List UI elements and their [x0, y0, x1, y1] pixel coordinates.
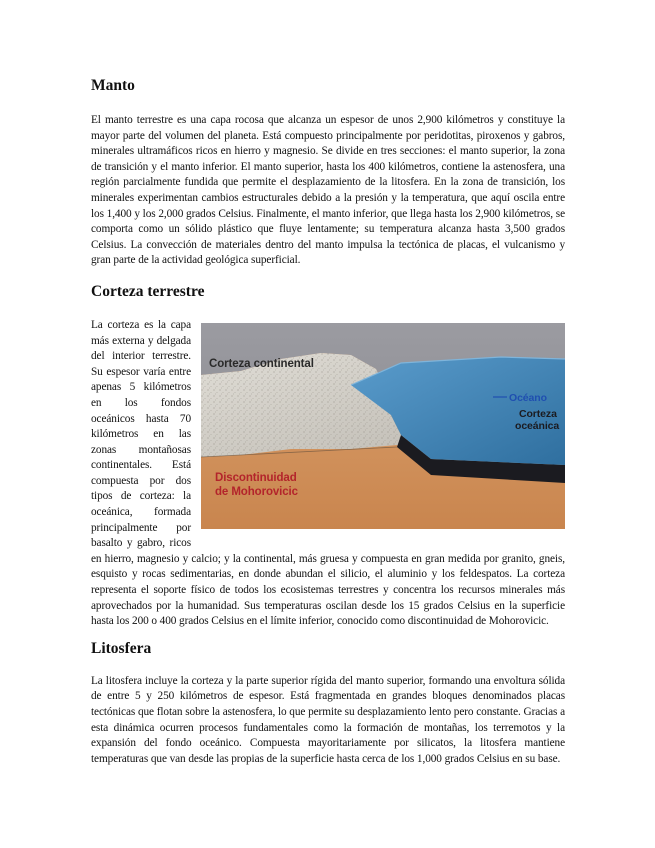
section-manto	[91, 76, 565, 269]
label-discontinuidad-line2: de Mohorovicic	[215, 485, 298, 498]
label-corteza-oceanica-line2: oceánica	[515, 419, 560, 432]
section-paragraph: La litosfera incluye la corteza y la parte superior rígida del manto superior, formando una envoltura sólida de entre 5 y 250 kilómetros de espesor. Está fragmentada en grandes bloques denominados placas tectónicas que flotan sobre la astenosfera, lo que permite su desplazamiento lento pero constante. Gracias a esta dinámica ocurren procesos fundamentales como la formación de montañas, los terremotos y la expansión del fondo oceánico. Compuesta mayoritariamente por silicatos, la litosfera mantiene temperaturas que van desde las propias de la superficie hasta cerca de los 1,000 grados Celsius en su base.	[91, 674, 565, 765]
label-corteza-continental: Corteza continental	[209, 357, 314, 370]
label-oceano: Océano	[509, 391, 547, 404]
section-paragraph: El manto terrestre es una capa rocosa que alcanza un espesor de unos 2,900 kilómetros y constituye la mayor parte del volumen del planeta. Está compuesto principalmente por peridotitas, piroxenos y gabros, minerales ultramáficos ricos en hierro y magnesio. Se divide en tres secciones: el manto superior, la zona de transición y el manto inferior. El manto superior, hasta los 400 kilómetros, contiene la astenosfera, una región parcialmente fundida que permite el desplazamiento de la litosfera. En la zona de transición, los minerales experimentan cambios estructurales debido a la presión y la temperatura, que aquí oscila entre los 1,400 y los 2,000 grados Celsius. Finalmente, el manto inferior, que llega hasta los 2,900 kilómetros, se comporta como un sólido plástico que fluye lentamente; su temperatura alcanza hasta 3,500 grados Celsius. La convección de materiales dentro del manto impulsa la tectónica de placas, el vulcanismo y gran parte de la actividad geológica superficial.	[91, 114, 565, 267]
crust-cross-section-illustration	[201, 323, 565, 529]
earth-layers-figure	[201, 323, 565, 529]
section-paragraph-text: La corteza es la capa más externa y delgada del interior terrestre. Su espesor varía entre apenas 5 kilómetros en los fondos oceánicos hasta 70 kilómetros en las zonas montañosas continentales. Está compuesta por dos tipos de corteza: la oceánica, formada principalmente por basalto y gabro, ricos en hierro, magnesio y calcio; y la continental, más gruesa y compuesta en gran medida por granito, gneis, esquisto y rocas sedimentarias, en donde abundan el silicio, el aluminio y los feldespatos. La corteza representa el soporte físico de todos los ecosistemas terrestres y concentra los recursos minerales más aprovechados por la humanidad. Sus temperaturas oscilan desde los 15 grados Celsius en la superficie hasta los 200 o 400 grados Celsius en el límite inferior, conocido como discontinuidad de Mohorovicic.	[91, 318, 565, 628]
section-paragraph	[91, 318, 565, 630]
section-title: Litosfera	[91, 639, 152, 657]
section-litosfera	[91, 639, 565, 768]
document-content	[91, 66, 565, 767]
section-title: Corteza terrestre	[91, 282, 205, 300]
label-discontinuidad-line1: Discontinuidad	[215, 471, 297, 484]
section-corteza-terrestre	[91, 282, 565, 630]
label-corteza-oceanica-line1: Corteza	[519, 407, 557, 420]
section-title: Manto	[91, 77, 135, 94]
